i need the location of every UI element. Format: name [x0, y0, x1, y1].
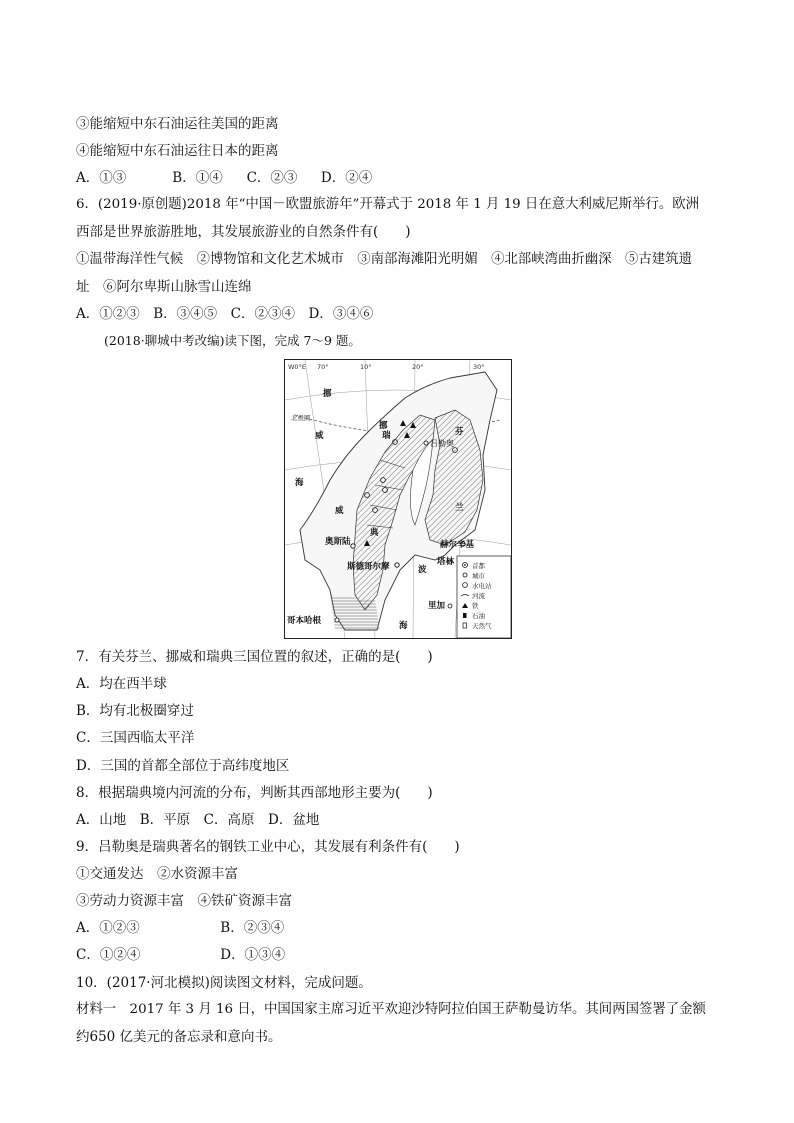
denmark-region	[330, 595, 380, 630]
q5-option-c[interactable]: C．②③	[246, 170, 298, 186]
q7-stem: 7．有关芬兰、挪威和瑞典三国位置的叙述，正确的是( )	[76, 649, 433, 665]
intro-7-9: (2018·聊城中考改编)读下图，完成 7～9 题。	[104, 333, 361, 348]
tick-70: 70°	[317, 363, 329, 371]
label-bo: 波	[418, 565, 427, 575]
q10-stem: 10．(2017·河北模拟)阅读图文材料，完成问题。	[76, 975, 372, 991]
q6-items-line2: 址 ⑥阿尔卑斯山脉雪山连绵	[76, 279, 252, 295]
q8-options[interactable]: A．山地 B．平原 C．高原 D．盆地	[76, 812, 320, 828]
city-stockholm: 斯德哥尔摩	[347, 562, 390, 572]
label-hai-2: 海	[399, 621, 408, 631]
q9-options-row2	[76, 946, 285, 964]
scandinavia-map	[284, 359, 512, 639]
stockholm-marker	[395, 563, 399, 567]
q6-stem-line2: 西部是世界旅游胜地，其发展旅游业的自然条件有( )	[76, 224, 411, 240]
q6-stem-line1: 6．(2019·原创题)2018 年“中国－欧盟旅游年”开幕式于 2018 年 1 月 19 日在意大利威尼斯举行。欧洲	[76, 197, 700, 212]
material-1-line1: 材料一 2017 年 3 月 16 日，中国国家主席习近平欢迎沙特阿拉伯国王萨勒曼访华。其间两国签署了金额	[76, 1002, 706, 1017]
lulea-marker	[424, 441, 428, 445]
legend-city: 城市	[472, 572, 485, 580]
q7-option-b[interactable]: B．均有北极圈穿过	[76, 703, 194, 719]
label-fen: 芬	[455, 427, 464, 437]
legend-gas: 天然气	[472, 622, 492, 630]
label-wei-2: 威	[335, 506, 344, 516]
q7-option-d[interactable]: D．三国的首都全部位于高纬度地区	[76, 758, 290, 774]
label-dian: 典	[370, 528, 379, 538]
tick-30: 30°	[473, 363, 485, 371]
label-nuo-1: 挪	[323, 389, 332, 399]
q5-option-d[interactable]: D．②④	[320, 170, 373, 186]
q7-option-a[interactable]: A．均在西半球	[76, 676, 167, 692]
tick-w0e: W0°E	[288, 363, 306, 371]
map-legend	[457, 556, 511, 638]
legend-river: 河流	[472, 592, 485, 600]
q9-options-row1	[76, 919, 284, 937]
tick-10: 10°	[360, 363, 372, 371]
label-hai-1: 海	[295, 478, 304, 488]
label-lan: 兰	[455, 503, 464, 513]
material-1-line2: 约650 亿美元的备忘录和意向书。	[76, 1029, 282, 1045]
legend-hydro: 水电站	[472, 582, 492, 590]
oslo-marker	[351, 544, 355, 548]
q6-items-line1: ①温带海洋性气候 ②博物馆和文化艺术城市 ③南部海滩阳光明媚 ④北部峡湾曲折幽深 ⑤古建筑遗	[76, 252, 692, 267]
city-helsinki: 赫尔辛基	[440, 540, 475, 550]
label-rui: 瑞	[382, 431, 391, 441]
q5-option-b[interactable]: B．①④	[172, 170, 223, 186]
city-tallinn: 塔林	[437, 557, 455, 567]
label-wei-1: 威	[315, 431, 324, 441]
city-riga: 里加	[428, 601, 446, 611]
q8-stem: 8．根据瑞典境内河流的分布，判断其西部地形主要为( )	[76, 785, 433, 801]
q9-option-b[interactable]: B．②③④	[220, 920, 285, 936]
city-copenhagen: 哥本哈根	[287, 616, 322, 626]
arctic-circle-label: 北极圈	[291, 414, 311, 422]
copenhagen-marker	[335, 618, 339, 622]
legend-capital: 首都	[472, 562, 485, 570]
city-lulea: 吕勒奥	[430, 439, 454, 448]
q7-option-c[interactable]: C．三国西临太平洋	[76, 730, 195, 746]
riga-marker	[448, 604, 452, 608]
q9-items-line1: ①交通发达 ②水资源丰富	[76, 866, 238, 882]
q6-options[interactable]: A．①②③ B．③④⑤ C．②③④ D．③④⑥	[76, 306, 374, 322]
q5-option-a[interactable]: A．①③	[76, 170, 127, 186]
q9-items-line2: ③劳动力资源丰富 ④铁矿资源丰富	[76, 893, 292, 909]
q5-options	[76, 169, 372, 187]
q9-stem: 9．吕勒奥是瑞典著名的钢铁工业中心，其发展有利条件有( )	[76, 839, 460, 855]
label-nuo-2: 挪	[379, 421, 388, 431]
q9-option-d[interactable]: D．①③④	[220, 947, 286, 963]
q9-option-c[interactable]: C．①②④	[76, 947, 141, 963]
legend-oil: 石油	[472, 612, 485, 620]
city-oslo: 奥斯陆	[325, 537, 351, 547]
q9-option-a[interactable]: A．①②③	[76, 920, 140, 936]
tick-20: 20°	[412, 363, 424, 371]
q5-statement-4: ④能缩短中东石油运往日本的距离	[76, 143, 279, 159]
legend-iron: 铁	[472, 602, 479, 610]
q5-statement-3: ③能缩短中东石油运往美国的距离	[76, 116, 279, 132]
